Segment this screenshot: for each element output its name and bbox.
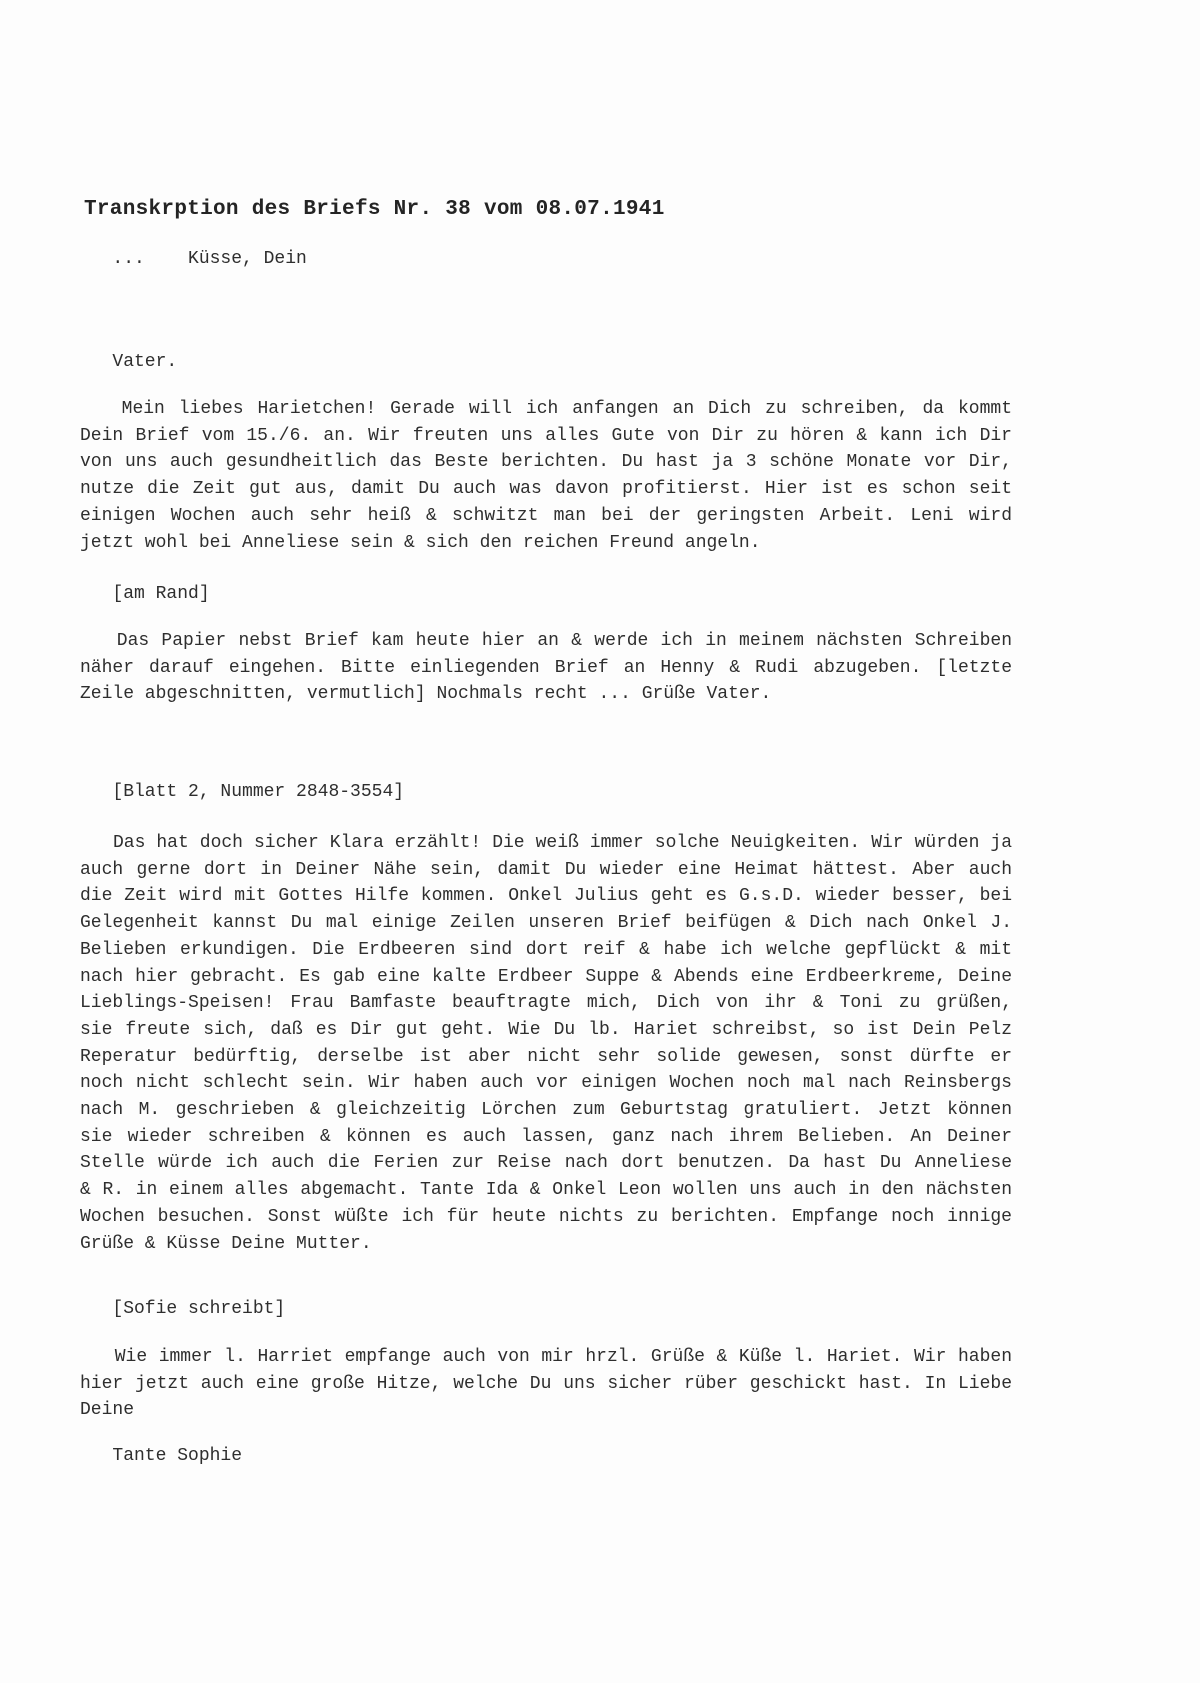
text-line: Wochen besuchen. Sonst wüßte ich für heute nichts zu berichten. Empfange noch innige <box>80 1206 1012 1227</box>
text-line: von uns auch gesundheitlich das Beste berichten. Du hast ja 3 schöne Monate vor Dir, <box>80 452 1012 473</box>
tante-sophie-signature <box>80 1443 1012 1470</box>
text-line: Gelegenheit kannst Du mal einige Zeilen unseren Brief beifügen & Dich nach Onkel J. <box>80 913 1012 934</box>
paragraph-sofie <box>80 1344 1012 1424</box>
text-line: & R. in einem alles abgemacht. Tante Ida & Onkel Leon wollen uns auch in den nächsten <box>80 1180 1012 1201</box>
text-line: Das Papier nebst Brief kam heute hier an & werde ich in meinem nächsten Schreiben <box>80 631 1013 651</box>
text-line: Dein Brief vom 15./6. an. Wir freuten uns alles Gute von Dir zu hören & kann ich Dir <box>80 425 1012 446</box>
text-line: Lieblings-Speisen! Frau Bamfaste beauftragte mich, Dich von ihr & Toni zu grüßen, <box>80 993 1012 1014</box>
text-line: näher darauf eingehen. Bitte einliegenden Brief an Henny & Rudi abzugeben. [letzte <box>80 657 1012 678</box>
text-line: einigen Wochen auch sehr heiß & schwitzt man bei der geringsten Arbeit. Leni wird <box>80 505 1012 526</box>
paragraph-father-letter <box>80 396 1012 556</box>
text-line: [Sofie schreibt] <box>80 1299 286 1319</box>
text-line: Das hat doch sicher Klara erzählt! Die weiß immer solche Neuigkeiten. Wir würden ja <box>80 833 1013 853</box>
text-line: Wie immer l. Harriet empfange auch von mir hrzl. Grüße & Küße l. Hariet. Wir haben <box>80 1347 1012 1367</box>
text-line: hier jetzt auch eine große Hitze, welche Du uns sicher rüber geschickt hast. In Liebe <box>80 1373 1012 1394</box>
text-line: Stelle würde ich auch die Ferien zur Reise nach dort benutzen. Da hast Du Anneliese <box>80 1153 1012 1174</box>
salutation-fragment-line <box>80 246 1012 273</box>
text-line: [am Rand] <box>80 584 210 604</box>
text-line: Reperatur bedürftig, derselbe ist aber nicht sehr solide gewesen, sonst dürfte er <box>80 1046 1012 1067</box>
text-line: sie wieder schreiben & können es auch lassen, ganz nach ihrem Belieben. An Deiner <box>80 1126 1012 1147</box>
paragraph-margin-note <box>80 628 1012 708</box>
text-line: jetzt wohl bei Anneliese sein & sich den reichen Freund angeln. <box>80 532 761 553</box>
paragraph-mother-letter <box>80 830 1012 1257</box>
text-line: noch nicht schlecht sein. Wir haben auch vor einigen Wochen noch mal nach Reinsbergs <box>80 1073 1012 1094</box>
text-line: die Zeit wird mit Gottes Hilfe kommen. Onkel Julius geht es G.s.D. wieder besser, bei <box>80 886 1012 907</box>
text-line: Mein liebes Harietchen! Gerade will ich anfangen an Dich zu schreiben, da kommt <box>80 399 1012 419</box>
sofie-schreibt-note <box>80 1296 1012 1323</box>
vater-line <box>80 349 1012 376</box>
blatt2-note <box>80 779 1012 806</box>
page-title: Transkrption des Briefs Nr. 38 vom 08.07.1941 <box>84 198 665 221</box>
text-line: nach hier gebracht. Es gab eine kalte Erdbeer Suppe & Abends eine Erdbeerkreme, Deine <box>80 966 1012 987</box>
text-line: [Blatt 2, Nummer 2848-3554] <box>80 782 405 802</box>
text-line: nutze die Zeit gut aus, damit Du auch was davon profitierst. Hier ist es schon seit <box>80 479 1012 500</box>
text-line: Deine <box>80 1400 135 1421</box>
text-line: sie freute sich, daß es Dir gut geht. Wie Du lb. Hariet schreibst, so ist Dein Pelz <box>80 1019 1012 1040</box>
am-rand-note <box>80 581 1012 608</box>
text-line: Grüße & Küsse Deine Mutter. <box>80 1233 372 1254</box>
text-line: Tante Sophie <box>80 1446 243 1466</box>
text-line: ... Küsse, Dein <box>80 249 307 269</box>
text-line: Vater. <box>80 352 178 372</box>
text-line: Zeile abgeschnitten, vermutlich] Nochmals recht ... Grüße Vater. <box>80 684 772 705</box>
text-line: auch gerne dort in Deiner Nähe sein, damit Du wieder eine Heimat hättest. Aber auch <box>80 859 1012 880</box>
text-line: nach M. geschrieben & gleichzeitig Lörchen zum Geburtstag gratuliert. Jetzt können <box>80 1100 1012 1121</box>
text-line: Belieben erkundigen. Die Erdbeeren sind dort reif & habe ich welche gepflückt & mit <box>80 939 1012 960</box>
